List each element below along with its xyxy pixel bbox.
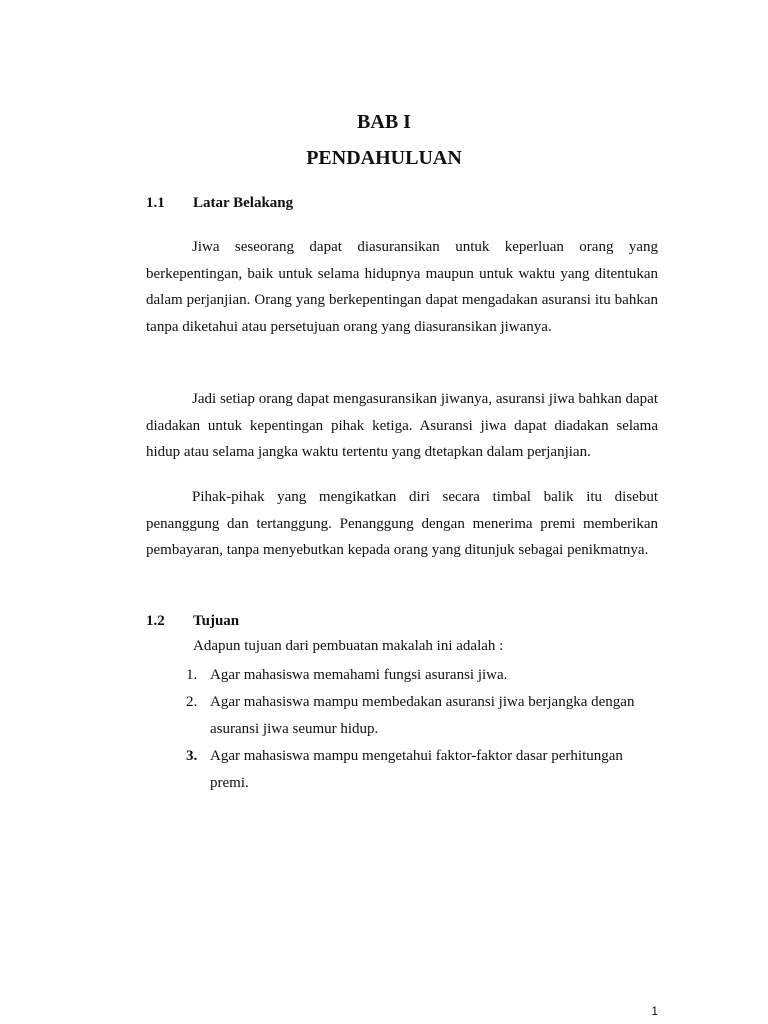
section-title: Tujuan — [193, 613, 240, 629]
list-marker: 3. — [186, 748, 198, 764]
objectives-list — [186, 662, 656, 797]
chapter-title: PENDAHULUAN — [306, 147, 462, 169]
paragraph-1: Jiwa seseorang dapat diasuransikan untuk keperluan orang yang berkepentingan, baik untuk selama hidupnya maupun untuk waktu yang ditentukan dalam perjanjian. Orang yang berkepentingan dapat mengadakan asuransi itu bahkan tanpa diketahui atau persetujuan orang yang diasuransikan jiwanya. — [146, 239, 658, 335]
section-number: 1.1 — [146, 195, 165, 211]
list-item-text: Agar mahasiswa memahami fungsi asuransi jiwa. — [210, 667, 508, 683]
section-heading-tujuan — [146, 613, 239, 630]
list-item — [186, 662, 656, 689]
list-item — [186, 743, 656, 797]
list-item-text: Agar mahasiswa mampu membedakan asuransi jiwa berjangka dengan asuransi jiwa seumur hidup. — [210, 694, 635, 737]
paragraph-2: Jadi setiap orang dapat mengasuransikan jiwanya, asuransi jiwa bahkan dapat diadakan untuk kepentingan pihak ketiga. Asuransi jiwa dapat diadakan selama hidup atau selama jangka waktu tertentu yang dtetapkan dalam perjanjian. — [146, 391, 658, 460]
list-item-text: Agar mahasiswa mampu mengetahui faktor-faktor dasar perhitungan premi. — [210, 748, 623, 791]
list-marker: 1. — [186, 667, 198, 683]
section-number: 1.2 — [146, 613, 165, 629]
chapter-label: BAB I — [357, 111, 411, 133]
list-marker: 2. — [186, 694, 198, 710]
section-title: Latar Belakang — [193, 195, 294, 211]
page-number: 1 — [651, 1004, 658, 1018]
paragraph-3: Pihak-pihak yang mengikatkan diri secara timbal balik itu disebut penanggung dan tertanggung. Penanggung dengan menerima premi memberikan pembayaran, tanpa menyebutkan kepada orang yang ditunjuk sebagai penikmatnya. — [146, 489, 658, 558]
section-heading-latar-belakang — [146, 195, 293, 212]
objectives-intro: Adapun tujuan dari pembuatan makalah ini adalah : — [193, 638, 504, 654]
list-item — [186, 689, 656, 743]
